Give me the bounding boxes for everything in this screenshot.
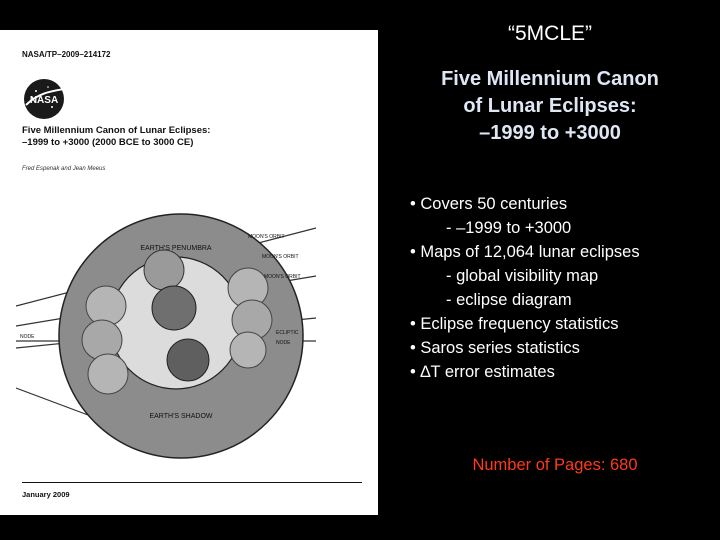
moon-circle: [82, 320, 122, 360]
bullet-subitem: - global visibility map: [446, 267, 599, 285]
bullet-item: • Covers 50 centuries: [410, 195, 568, 213]
bullet-item: • Maps of 12,064 lunar eclipses: [410, 243, 640, 261]
moon-circle: [167, 339, 209, 381]
bullet-item: • ∆T error estimates: [410, 363, 555, 381]
slide-heading: [400, 66, 700, 147]
bullet-subitem: - –1999 to +3000: [446, 219, 572, 237]
ecliptic-label: ECLIPTIC: [276, 330, 299, 336]
moon-circle: [230, 332, 266, 368]
moon-circle: [144, 250, 184, 290]
cover-title-line-2: –1999 to +3000 (2000 BCE to 3000 CE): [22, 137, 194, 148]
umbra-label: EARTH'S SHADOW: [149, 413, 213, 420]
heading-line-3: –1999 to +3000: [479, 122, 621, 144]
cover-title: [22, 125, 210, 149]
penumbra-label: EARTH'S PENUMBRA: [140, 245, 212, 252]
moon-circle: [88, 354, 128, 394]
cover-footer-rule: [22, 482, 362, 483]
node-label-right: NODE: [276, 340, 291, 346]
heading-line-2: of Lunar Eclipses:: [463, 95, 637, 117]
eclipse-geometry-diagram: [16, 188, 326, 478]
nasa-logo: [22, 77, 66, 121]
moon-circle: [152, 286, 196, 330]
moon-orbit-label-1: MOON'S ORBIT: [248, 234, 285, 240]
bullet-item: • Saros series statistics: [410, 339, 580, 357]
slide-title: “5MCLE”: [507, 22, 592, 45]
nasa-logo-text: NASA: [29, 95, 59, 106]
report-cover-image: [0, 30, 378, 515]
heading-line-1: Five Millennium Canon: [441, 68, 659, 90]
bullet-item: • Eclipse frequency statistics: [410, 315, 619, 333]
page-count-note: Number of Pages: 680: [472, 456, 638, 474]
cover-authors: Fred Espenak and Jean Meeus: [22, 166, 106, 172]
moon-orbit-label-2: MOON'S ORBIT: [262, 254, 299, 260]
moon-orbit-label-3: MOON'S ORBIT: [264, 274, 301, 280]
cover-title-line-1: Five Millennium Canon of Lunar Eclipses:: [22, 125, 211, 136]
bullet-list: [410, 192, 720, 384]
bullet-subitem: - eclipse diagram: [446, 291, 572, 309]
report-number: NASA/TP–2009–214172: [22, 50, 111, 59]
node-label-left: NODE: [20, 334, 35, 340]
cover-date: January 2009: [22, 490, 70, 499]
